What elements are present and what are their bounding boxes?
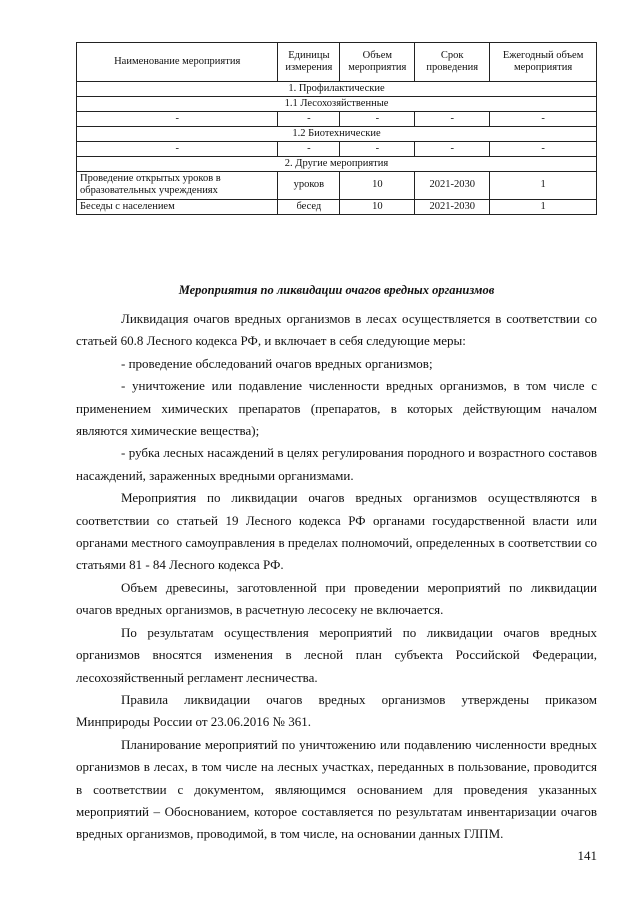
- section-title: 1. Профилактические: [77, 82, 597, 97]
- table-cell: бесед: [278, 199, 340, 214]
- table-cell: -: [490, 112, 597, 127]
- table-subsection-row: [77, 97, 597, 112]
- measures-table: [76, 42, 597, 215]
- subsection-title: 1.2 Биотехнические: [77, 127, 597, 142]
- table-row: [77, 142, 597, 157]
- table-cell: 2021-2030: [415, 199, 490, 214]
- paragraph: По результатам осуществления мероприятий по ликвидации очагов вредных организмов вносятся изменения в лесной план субъекта Российской Федерации, лесохозяйственный регламент лесничества.: [76, 624, 597, 685]
- table-header-row: [77, 43, 597, 82]
- body-text: [76, 308, 597, 846]
- table-row: [77, 172, 597, 199]
- table-row: [77, 112, 597, 127]
- paragraph: - уничтожение или подавление численности вредных организмов, в том числе с применением химических препаратов (препаратов, в которых действующим началом являются химические вещества);: [76, 378, 597, 439]
- table-cell: -: [340, 142, 415, 157]
- table-cell: -: [415, 112, 490, 127]
- table-cell: 1: [490, 199, 597, 214]
- paragraph: - рубка лесных насаждений в целях регулирования породного и возрастного составов насаждений, зараженных вредными организмами.: [76, 445, 597, 483]
- table-cell: 10: [340, 172, 415, 199]
- table-section-row: [77, 157, 597, 172]
- paragraph: Планирование мероприятий по уничтожению или подавлению численности вредных организмов в лесах, в том числе на лесных участках, переданных в пользование, проводится в соответствии с документом, являющимся основанием для проведения указанных мероприятий – Обоснованием, которое составляется по результатам инвентаризации очагов вредных организмов, проводимой, в том числе, на основании данных ГЛПМ.: [76, 736, 597, 842]
- subsection-title: 1.1 Лесохозяйственные: [77, 97, 597, 112]
- header-name: Наименование мероприятия: [77, 43, 278, 82]
- table-cell: -: [278, 142, 340, 157]
- table-cell: Беседы с населением: [77, 199, 278, 214]
- table-cell: уроков: [278, 172, 340, 199]
- page-number: 141: [577, 848, 597, 863]
- header-units: Единицы измерения: [278, 43, 340, 82]
- paragraph: Мероприятия по ликвидации очагов вредных организмов осуществляются в соответствии со статьей 19 Лесного кодекса РФ органами государственной власти или органами местного самоуправления в пределах полномочий, определенных в соответствии со статьями 81 - 84 Лесного кодекса РФ.: [76, 490, 597, 573]
- table-cell: -: [77, 112, 278, 127]
- table-cell: 1: [490, 172, 597, 199]
- table-section-row: [77, 82, 597, 97]
- paragraph: - проведение обследований очагов вредных организмов;: [121, 355, 433, 371]
- table-cell: -: [278, 112, 340, 127]
- header-annual-volume: Ежегодный объем мероприятия: [490, 43, 597, 82]
- table-row: [77, 199, 597, 214]
- header-volume: Объем мероприятия: [340, 43, 415, 82]
- table-cell: -: [340, 112, 415, 127]
- paragraph: Ликвидация очагов вредных организмов в лесах осуществляется в соответствии со статьей 60.8 Лесного кодекса РФ, и включает в себя следующие меры:: [76, 311, 597, 349]
- table-cell: -: [415, 142, 490, 157]
- table-cell: 2021-2030: [415, 172, 490, 199]
- section-heading: Мероприятия по ликвидации очагов вредных организмов: [178, 283, 495, 297]
- table-cell: -: [77, 142, 278, 157]
- table-cell: 10: [340, 199, 415, 214]
- paragraph: Правила ликвидации очагов вредных организмов утверждены приказом Минприроды России от 23.06.2016 № 361.: [76, 691, 597, 730]
- header-period: Срок проведения: [415, 43, 490, 82]
- table-cell: Проведение открытых уроков в образовательных учреждениях: [77, 172, 278, 199]
- table-subsection-row: [77, 127, 597, 142]
- section-title: 2. Другие мероприятия: [77, 157, 597, 172]
- table-cell: -: [490, 142, 597, 157]
- paragraph: Объем древесины, заготовленной при проведении мероприятий по ликвидации очагов вредных организмов, в расчетную лесосеку не включается.: [76, 579, 597, 618]
